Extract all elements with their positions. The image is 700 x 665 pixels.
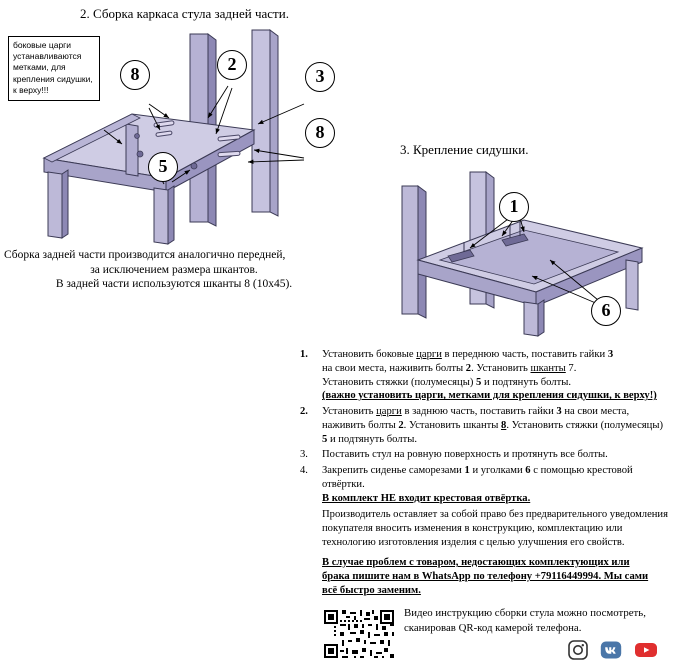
caption-line-3: В задней части используются шканты 8 (10х45).: [55, 278, 293, 291]
qr-code[interactable]: [322, 608, 396, 660]
manufacturer-rights-paragraph: [322, 508, 698, 549]
caption-line-1: Сборка задней части производится аналогично передней,: [4, 249, 286, 261]
text-run: и уголками: [469, 465, 526, 477]
step-number: 2.: [300, 406, 308, 418]
step-text: [322, 405, 696, 446]
warranty-line-3: всё быстро заменим.: [322, 584, 421, 596]
qr-line-2: сканировав QR-код камерой телефона.: [404, 621, 582, 634]
callout-5: 5: [148, 152, 178, 182]
step-text: [322, 348, 696, 403]
text-run: 8: [501, 419, 507, 431]
list-item: [300, 405, 696, 446]
step-number: 4.: [300, 465, 308, 477]
side-rails-note: боковые царги устанавливаются метками, для крепления сидушки, к верху!!!: [8, 36, 100, 101]
callout-1-seat: 1: [499, 192, 529, 222]
text-run: Закрепить сиденье саморезами: [322, 465, 465, 477]
text-run: отвёртки.: [322, 478, 365, 490]
text-run: . Установить: [471, 362, 531, 374]
text-run: 2: [398, 419, 404, 431]
section-3-title: 3. Крепление сидушки.: [400, 142, 529, 157]
text-run: В комплект НЕ входит крестовая отвёртка.: [322, 492, 531, 504]
step-number: 1.: [300, 349, 308, 360]
seat-attachment-illustration: [374, 164, 692, 338]
text-run: 1: [464, 465, 470, 477]
social-links[interactable]: [568, 640, 696, 662]
step-text: [322, 464, 696, 505]
text-run: с помощью крестовой: [530, 465, 633, 477]
text-run: 7.: [565, 362, 577, 374]
text-run: в переднюю часть, поставить гайки: [441, 349, 608, 360]
caption-line-2: за исключением размера шкантов.: [90, 263, 258, 276]
text-run: и подтянуть болты.: [481, 376, 571, 388]
step-text: [322, 448, 696, 462]
text-run: в заднюю часть, поставить гайки: [401, 406, 557, 418]
step-number: 3.: [300, 449, 308, 461]
text-run: 3: [607, 349, 614, 360]
text-run: Установить стяжки (полумесяцы): [322, 376, 476, 388]
instagram-icon[interactable]: [568, 640, 588, 665]
text-run: на свои места, наживить болты: [322, 362, 466, 374]
text-run: 6: [525, 465, 531, 477]
text-run: царги: [416, 349, 442, 360]
callout-2: 2: [217, 50, 247, 80]
text-run: и подтянуть болты.: [327, 433, 417, 445]
text-run: 2: [465, 362, 472, 374]
warranty-line-2: брака пишите нам в WhatsApp по телефону +79116449994. Мы сами: [322, 570, 649, 582]
qr-instruction-text: [404, 606, 696, 635]
callout-6-bracket: 6: [591, 296, 621, 326]
callout-3: 3: [305, 62, 335, 92]
text-run: Установить боковые: [322, 349, 417, 360]
rights-line-1: Производитель оставляет за собой право без предварительного уведомления: [322, 509, 668, 520]
list-item: [300, 448, 696, 462]
back-frame-caption: [4, 248, 344, 292]
text-run: шканты: [530, 362, 566, 374]
warranty-contact-paragraph: [322, 556, 698, 598]
text-run: . Установить шканты: [403, 419, 502, 431]
rights-line-3: технологию изготовления изделия с целью улучшения его свойств.: [322, 536, 625, 548]
youtube-icon[interactable]: [634, 640, 658, 665]
qr-line-1: Видео инструкцию сборки стула можно посмотреть,: [404, 607, 646, 619]
text-run: (важно установить царги, метками для крепления сидушки, к верху!): [322, 390, 657, 402]
section-2-title: 2. Сборка каркаса стула задней части.: [80, 6, 289, 21]
text-run: Поставить стул на ровную поверхность и протянуть все болты.: [322, 449, 608, 461]
warranty-line-1: В случае проблем с товаром, недостающих комплектующих или: [322, 557, 630, 568]
list-item: [300, 348, 696, 403]
text-run: 3: [556, 406, 562, 418]
list-item: [300, 464, 696, 505]
callout-8-right: 8: [305, 118, 335, 148]
assembly-steps-list: [300, 348, 696, 507]
text-run: царги: [376, 406, 402, 418]
text-run: 5: [322, 433, 328, 445]
text-run: на свои места,: [561, 406, 630, 418]
rights-line-2: покупателя вносить изменения в конструкцию, комплектацию или: [322, 522, 623, 534]
text-run: наживить болты: [322, 419, 399, 431]
text-run: 5: [476, 376, 482, 388]
callout-8-top: 8: [120, 60, 150, 90]
text-run: Установить: [322, 406, 377, 418]
text-run: . Установить стяжки (полумесяцы): [506, 419, 663, 431]
vk-icon[interactable]: [600, 640, 622, 665]
